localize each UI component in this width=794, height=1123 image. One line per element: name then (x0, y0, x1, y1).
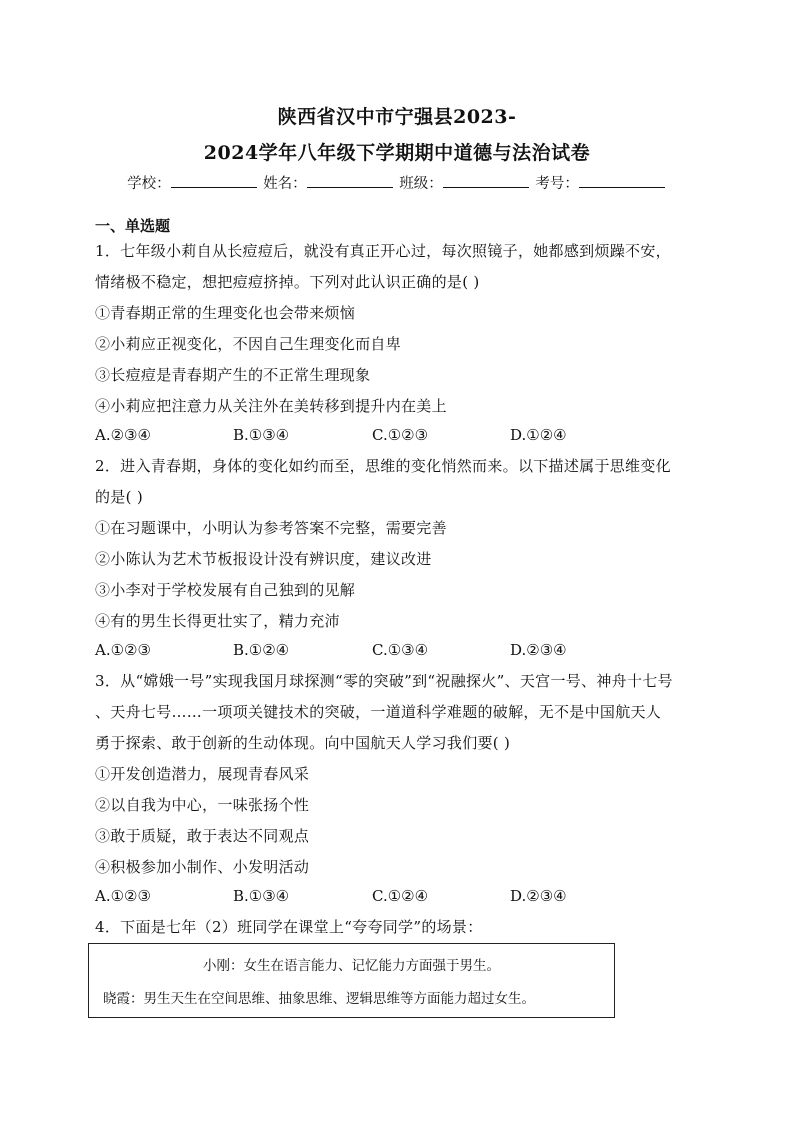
q2-option-a[interactable]: A.①②③ (95, 641, 151, 659)
q2-option-c[interactable]: C.①③④ (372, 641, 429, 659)
q1-stem-line2: 情绪极不稳定，想把痘痘挤掉。下列对此认识正确的是( ) (95, 273, 480, 291)
class-label: 班级： (399, 176, 443, 192)
q4-dialogue-line2: 晓霞：男生天生在空间思维、抽象思维、逻辑思维等方面能力超过女生。 (103, 991, 535, 1007)
q1-item-4: ④小莉应把注意力从关注外在美转移到提升内在美上 (95, 397, 447, 415)
q1-option-a[interactable]: A.②③④ (95, 426, 151, 444)
q1-options (95, 426, 695, 446)
q4-dialogue-box (88, 943, 615, 1018)
q2-option-d[interactable]: D.②③④ (510, 641, 567, 659)
exam-title-line2: 2024学年八年级下学期期中道德与法治试卷 (203, 142, 591, 164)
q3-option-b[interactable]: B.①③④ (233, 887, 290, 905)
exam-number-label: 考号： (535, 176, 579, 192)
q2-stem-line2: 的是( ) (95, 488, 143, 506)
q2-item-3: ③小李对于学校发展有自己独到的见解 (95, 581, 356, 599)
q2-item-4: ④有的男生长得更壮实了，精力充沛 (95, 612, 340, 630)
q1-stem-line1: 1．七年级小莉自从长痘痘后，就没有真正开心过，每次照镜子，她都感到烦躁不安， (95, 242, 671, 260)
q3-item-4: ④积极参加小制作、小发明活动 (95, 858, 310, 876)
q3-option-a[interactable]: A.①②③ (95, 887, 151, 905)
q3-stem-line2: 、天舟七号……一项项关键技术的突破，一道道科学难题的破解，无不是中国航天人 (95, 703, 662, 721)
school-label: 学校： (127, 176, 171, 192)
q1-item-1: ①青春期正常的生理变化也会带来烦恼 (95, 304, 356, 322)
q3-option-c[interactable]: C.①②④ (372, 887, 429, 905)
exam-title-line1: 陕西省汉中市宁强县2023- (277, 106, 517, 128)
q2-item-2: ②小陈认为艺术节板报设计没有辨识度，建议改进 (95, 550, 432, 568)
exam-number-blank (579, 175, 665, 188)
q3-options (95, 887, 695, 907)
q3-item-3: ③敢于质疑，敢于表达不同观点 (95, 827, 310, 845)
q3-option-d[interactable]: D.②③④ (510, 887, 567, 905)
q3-item-1: ①开发创造潜力，展现青春风采 (95, 765, 310, 783)
q1-item-2: ②小莉应正视变化，不因自己生理变化而自卑 (95, 335, 402, 353)
q2-stem-line1: 2．进入青春期，身体的变化如约而至，思维的变化悄然而来。以下描述属于思维变化 (95, 457, 671, 475)
school-blank (171, 175, 257, 188)
q4-stem-line1: 4．下面是七年（2）班同学在课堂上“夸夸同学”的场景： (95, 918, 483, 936)
q3-stem-line3: 勇于探索、敢于创新的生动体现。向中国航天人学习我们要( ) (95, 734, 511, 752)
q1-option-c[interactable]: C.①②③ (372, 426, 429, 444)
name-blank (307, 175, 393, 188)
q2-option-b[interactable]: B.①②④ (233, 641, 290, 659)
q2-item-1: ①在习题课中，小明认为参考答案不完整，需要完善 (95, 519, 447, 537)
q4-dialogue-line1: 小刚：女生在语言能力、记忆能力方面强于男生。 (203, 958, 500, 974)
class-blank (443, 175, 529, 188)
q3-item-2: ②以自我为中心，一味张扬个性 (95, 796, 310, 814)
q2-options (95, 641, 695, 661)
q1-option-b[interactable]: B.①③④ (233, 426, 290, 444)
student-info-row (0, 172, 794, 193)
q1-option-d[interactable]: D.①②④ (510, 426, 567, 444)
name-label: 姓名： (263, 176, 307, 192)
q3-stem-line1: 3．从“嫦娥一号”实现我国月球探测“零的突破”到“祝融探火”、天宫一号、神舟十七号 (95, 672, 673, 690)
q1-item-3: ③长痘痘是青春期产生的不正常生理现象 (95, 366, 371, 384)
section-title: 一、单选题 (95, 217, 171, 235)
